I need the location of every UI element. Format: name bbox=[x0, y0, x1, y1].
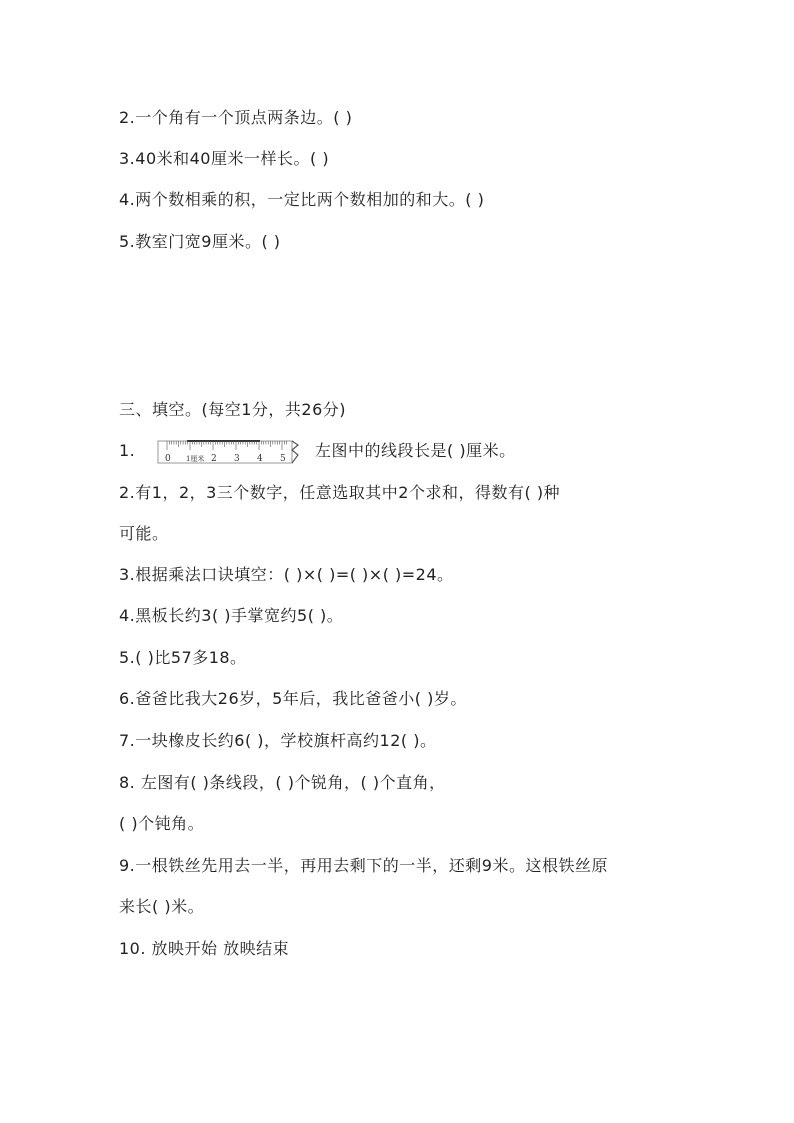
ruler-label-3: 3 bbox=[234, 454, 240, 464]
fill-item-9-cont: 来长( )米。 bbox=[119, 897, 205, 916]
judge-item-3: 3.40米和40厘米一样长。( ) bbox=[119, 149, 330, 168]
fill-item-8-cont: ( )个钝角。 bbox=[119, 814, 205, 833]
fill-item-10: 10. 放映开始 放映结束 bbox=[119, 939, 290, 958]
fill-item-5: 5.( )比57多18。 bbox=[119, 648, 247, 667]
judge-item-5: 5.教室门宽9厘米。( ) bbox=[119, 232, 281, 251]
ruler-label-2: 2 bbox=[211, 454, 217, 464]
ruler-label-1: 1厘米 bbox=[186, 455, 205, 463]
ruler-body bbox=[158, 441, 292, 463]
section-heading: 三、填空。(每空1分，共26分) bbox=[119, 400, 347, 419]
ruler-graphic bbox=[157, 439, 305, 465]
judge-item-2: 2.一个角有一个顶点两条边。( ) bbox=[119, 108, 353, 127]
ruler-label-0: 0 bbox=[165, 454, 171, 464]
q1-text: 左图中的线段长是( )厘米。 bbox=[315, 441, 516, 460]
ruler-break-mark bbox=[292, 441, 298, 463]
fill-item-4: 4.黑板长约3( )手掌宽约5( )。 bbox=[119, 606, 344, 625]
ruler-figure bbox=[157, 439, 305, 465]
judge-item-4: 4.两个数相乘的积，一定比两个数相加的和大。( ) bbox=[119, 190, 485, 209]
fill-item-3: 3.根据乘法口诀填空：( )×( )=( )×( )=24。 bbox=[119, 565, 454, 584]
fill-item-8: 8. 左图有( )条线段，( )个锐角，( )个直角， bbox=[119, 773, 446, 792]
fill-item-6: 6.爸爸比我大26岁，5年后，我比爸爸小( )岁。 bbox=[119, 689, 467, 708]
fill-item-7: 7.一块橡皮长约6( )，学校旗杆高约12( )。 bbox=[119, 731, 437, 750]
fill-item-9: 9.一根铁丝先用去一半，再用去剩下的一半，还剩9米。这根铁丝原 bbox=[119, 856, 608, 875]
ruler-label-4: 4 bbox=[257, 454, 263, 464]
fill-item-2-cont: 可能。 bbox=[119, 524, 169, 543]
q1-number: 1. bbox=[119, 441, 136, 460]
fill-item-2: 2.有1，2，3三个数字，任意选取其中2个求和，得数有( )种 bbox=[119, 483, 561, 502]
ruler-label-5: 5 bbox=[280, 454, 286, 464]
